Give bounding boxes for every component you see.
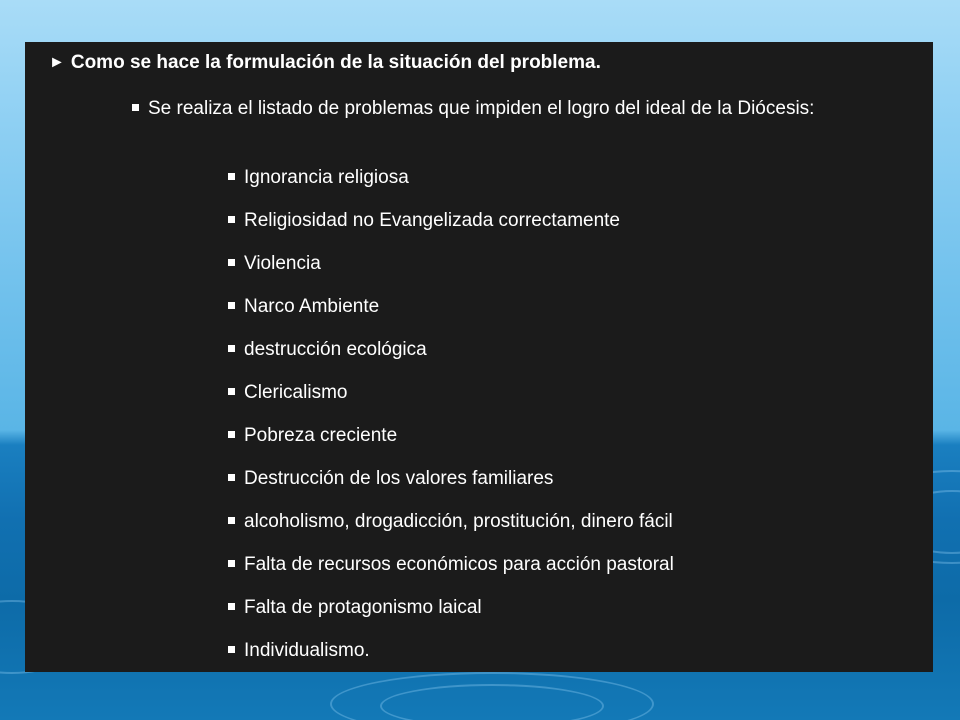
water-ripple-decoration (380, 684, 604, 720)
problem-list-item (228, 166, 674, 209)
problem-list-item (228, 209, 674, 252)
problem-list-item-text: Religiosidad no Evangelizada correctamente (244, 210, 621, 231)
square-bullet-icon (228, 560, 235, 567)
problem-list-item (228, 295, 674, 338)
square-bullet-icon (228, 431, 235, 438)
problem-list-item-text: Violencia (244, 253, 321, 274)
problem-list-item (228, 252, 674, 295)
problem-list-item-text: Narco Ambiente (244, 296, 380, 317)
problem-list-item (228, 553, 674, 596)
problem-list-item (228, 510, 674, 553)
square-bullet-icon (228, 388, 235, 395)
problem-list-item-text: destrucción ecológica (244, 339, 427, 360)
square-bullet-icon (228, 646, 235, 653)
square-bullet-icon (228, 474, 235, 481)
problem-list-item-text: alcoholismo, drogadicción, prostitución, dinero fácil (244, 511, 673, 532)
problem-list-item-text: Individualismo. (244, 640, 370, 661)
square-bullet-icon (228, 173, 235, 180)
content-panel (25, 42, 933, 672)
square-bullet-icon (228, 603, 235, 610)
problem-list-item (228, 424, 674, 467)
problem-list-item-text: Ignorancia religiosa (244, 167, 409, 188)
arrow-right-icon: ► (49, 54, 65, 71)
intro-text: Se realiza el listado de problemas que impiden el logro del ideal de la Diócesis: (148, 98, 815, 119)
square-bullet-icon (132, 104, 139, 111)
problem-list (228, 166, 674, 682)
problem-list-item (228, 381, 674, 424)
slide-heading (49, 52, 601, 74)
problem-list-item-text: Destrucción de los valores familiares (244, 468, 554, 489)
slide-heading-text: Como se hace la formulación de la situación del problema. (70, 52, 601, 73)
square-bullet-icon (228, 302, 235, 309)
problem-list-item-text: Pobreza creciente (244, 425, 398, 446)
square-bullet-icon (228, 216, 235, 223)
problem-list-item (228, 467, 674, 510)
square-bullet-icon (228, 259, 235, 266)
problem-list-item (228, 596, 674, 639)
problem-list-item (228, 639, 674, 682)
intro-paragraph (132, 96, 892, 121)
problem-list-item-text: Falta de recursos económicos para acción pastoral (244, 554, 674, 575)
problem-list-item (228, 338, 674, 381)
problem-list-item-text: Clericalismo (244, 382, 348, 403)
square-bullet-icon (228, 345, 235, 352)
problem-list-item-text: Falta de protagonismo laical (244, 597, 482, 618)
square-bullet-icon (228, 517, 235, 524)
